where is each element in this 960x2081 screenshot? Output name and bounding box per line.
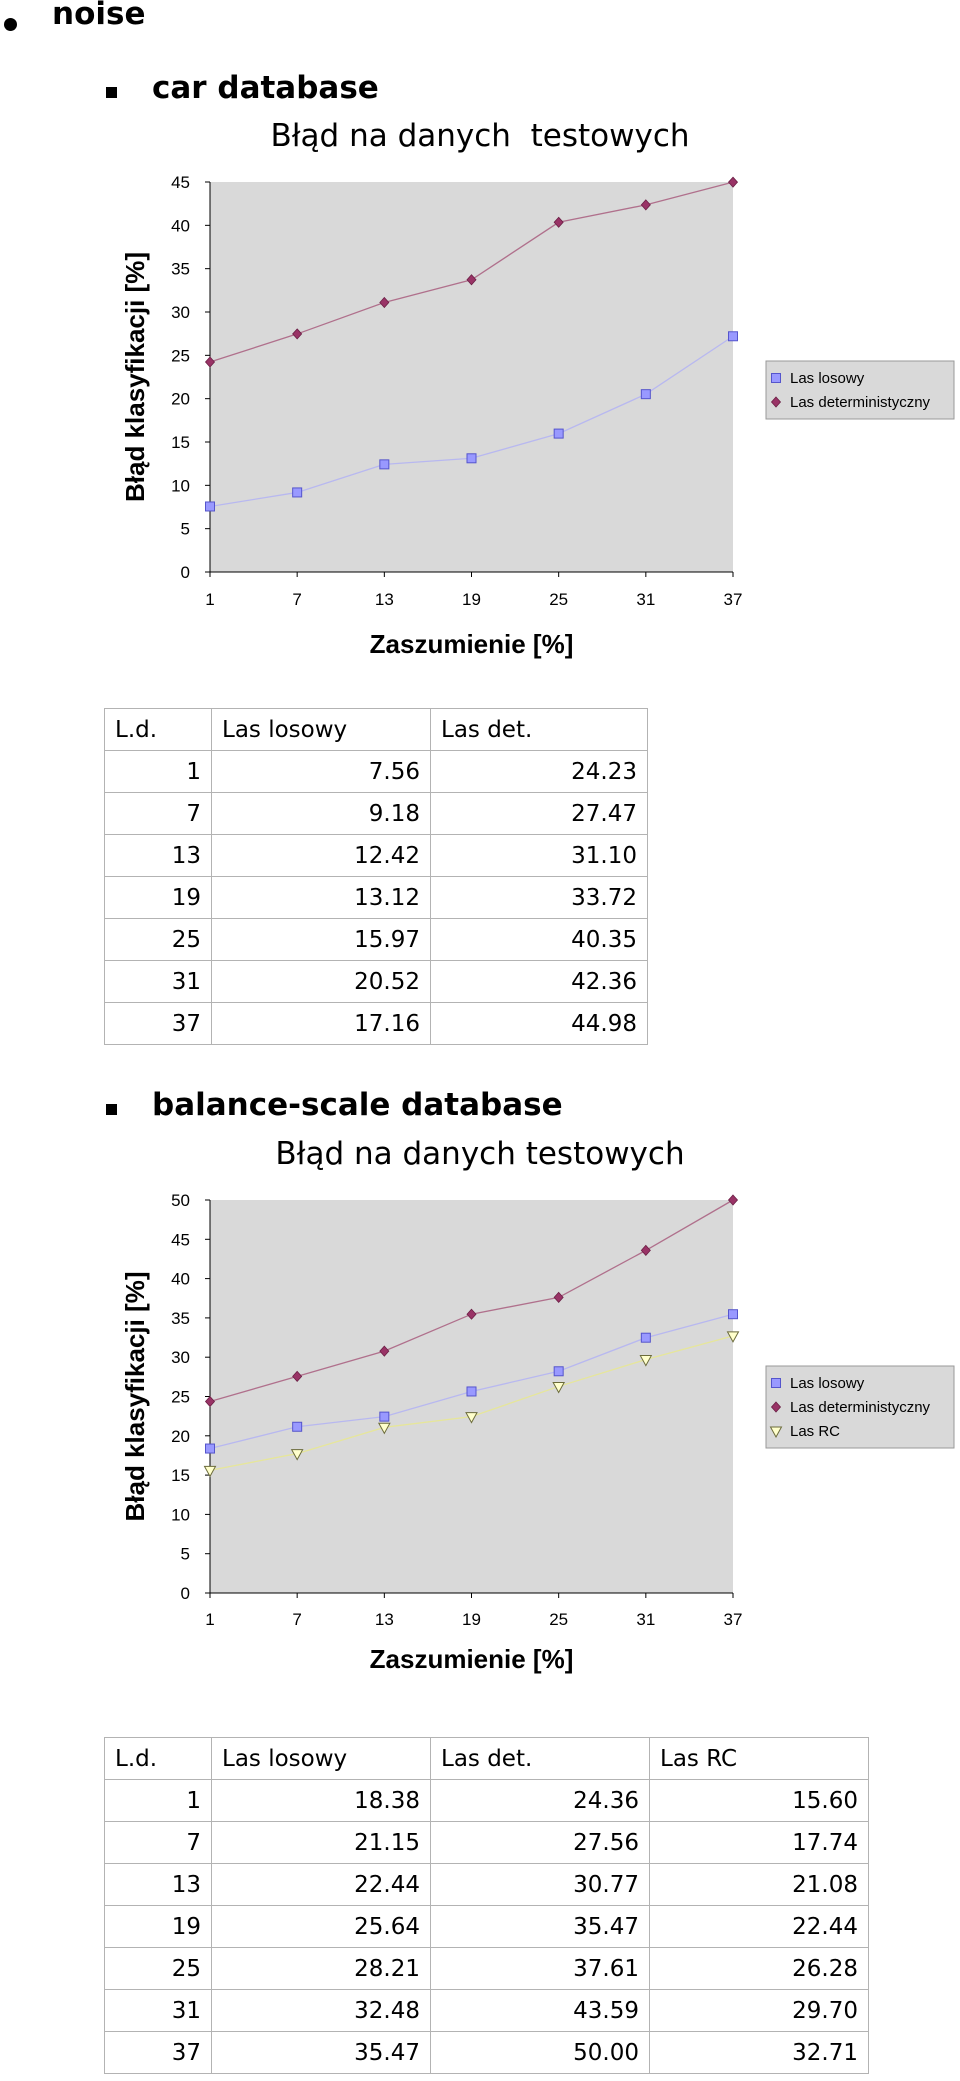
table-header-cell: Las losowy bbox=[212, 709, 431, 751]
data-point bbox=[293, 488, 302, 497]
x-tick-label: 31 bbox=[636, 1610, 656, 1629]
y-tick-label: 20 bbox=[171, 1426, 190, 1446]
data-point bbox=[380, 460, 389, 469]
table-cell: 30.77 bbox=[431, 1864, 650, 1906]
table-row bbox=[105, 2032, 869, 2074]
y-tick-label: 50 bbox=[171, 1191, 190, 1210]
table-row bbox=[105, 1948, 869, 1990]
legend-label: Las RC bbox=[790, 1423, 841, 1440]
table-cell: 35.47 bbox=[212, 2032, 431, 2074]
table-cell: 21.15 bbox=[212, 1822, 431, 1864]
table-cell: 13.12 bbox=[212, 877, 431, 919]
y-tick-label: 40 bbox=[171, 216, 190, 236]
y-tick-label: 10 bbox=[171, 1505, 190, 1525]
plot-area bbox=[210, 182, 733, 572]
table-cell: 32.71 bbox=[650, 2032, 869, 2074]
data-point bbox=[206, 502, 215, 511]
y-tick-label: 15 bbox=[171, 433, 190, 452]
table-cell: 25 bbox=[105, 1948, 212, 1990]
table-cell: 17.74 bbox=[650, 1822, 869, 1864]
y-tick-label: 0 bbox=[180, 563, 190, 582]
table-cell: 1 bbox=[105, 1780, 212, 1822]
bullet-square-icon bbox=[106, 87, 117, 98]
table-row bbox=[105, 1822, 869, 1864]
data-point bbox=[554, 1367, 563, 1376]
x-tick-label: 1 bbox=[205, 1610, 215, 1629]
table-cell: 37 bbox=[105, 2032, 212, 2074]
table-header-row bbox=[105, 1738, 869, 1780]
x-tick-label: 13 bbox=[374, 590, 394, 609]
table-header-cell: Las losowy bbox=[212, 1738, 431, 1780]
x-tick-label: 7 bbox=[292, 1610, 302, 1629]
table-cell: 27.47 bbox=[431, 793, 648, 835]
y-tick-label: 45 bbox=[171, 1230, 190, 1250]
table-cell: 31 bbox=[105, 961, 212, 1003]
data-point bbox=[206, 1444, 215, 1453]
table-row bbox=[105, 793, 648, 835]
legend-marker bbox=[772, 374, 781, 383]
data-point bbox=[729, 1310, 738, 1319]
table-row bbox=[105, 877, 648, 919]
table-cell: 22.44 bbox=[650, 1906, 869, 1948]
table-cell: 1 bbox=[105, 751, 212, 793]
table-cell: 50.00 bbox=[431, 2032, 650, 2074]
table-header-row bbox=[105, 709, 648, 751]
data-point bbox=[293, 1422, 302, 1431]
y-tick-label: 25 bbox=[171, 1387, 190, 1407]
table-cell: 31.10 bbox=[431, 835, 648, 877]
x-tick-label: 37 bbox=[723, 590, 743, 609]
data-table-balance bbox=[104, 1737, 869, 2074]
table-cell: 7 bbox=[105, 1822, 212, 1864]
y-tick-label: 5 bbox=[180, 519, 190, 539]
table-cell: 28.21 bbox=[212, 1948, 431, 1990]
table-cell: 21.08 bbox=[650, 1864, 869, 1906]
table-cell: 37.61 bbox=[431, 1948, 650, 1990]
y-tick-label: 40 bbox=[171, 1269, 190, 1289]
table-cell: 26.28 bbox=[650, 1948, 869, 1990]
legend-label: Las deterministyczny bbox=[790, 1399, 931, 1416]
legend-marker bbox=[772, 1379, 781, 1388]
table-row bbox=[105, 835, 648, 877]
table-cell: 31 bbox=[105, 1990, 212, 2032]
chart-title-car: Błąd na danych testowych bbox=[270, 118, 690, 154]
table-cell: 15.60 bbox=[650, 1780, 869, 1822]
table-header-cell: Las det. bbox=[431, 709, 648, 751]
legend-label: Las losowy bbox=[790, 1375, 865, 1392]
y-tick-label: 10 bbox=[171, 476, 190, 496]
bullet-dot-icon bbox=[4, 18, 17, 31]
x-tick-label: 37 bbox=[723, 1610, 743, 1629]
legend-label: Las losowy bbox=[790, 370, 865, 387]
y-tick-label: 30 bbox=[171, 1348, 190, 1368]
table-cell: 13 bbox=[105, 835, 212, 877]
table-cell: 20.52 bbox=[212, 961, 431, 1003]
data-point bbox=[554, 429, 563, 438]
bullet-square-icon bbox=[106, 1104, 117, 1115]
legend-label: Las deterministyczny bbox=[790, 394, 931, 411]
table-header-cell: L.d. bbox=[105, 709, 212, 751]
y-tick-label: 20 bbox=[171, 389, 190, 409]
y-axis-title: Błąd klasyfikacji [%] bbox=[120, 252, 150, 502]
y-tick-label: 45 bbox=[171, 173, 190, 192]
table-cell: 25.64 bbox=[212, 1906, 431, 1948]
y-tick-label: 5 bbox=[180, 1544, 190, 1564]
table-cell: 12.42 bbox=[212, 835, 431, 877]
data-point bbox=[467, 1387, 476, 1396]
table-cell: 9.18 bbox=[212, 793, 431, 835]
y-tick-label: 15 bbox=[171, 1466, 190, 1486]
table-row bbox=[105, 1003, 648, 1045]
chart-title-balance: Błąd na danych testowych bbox=[275, 1136, 685, 1172]
x-tick-label: 7 bbox=[292, 590, 302, 609]
x-tick-label: 13 bbox=[374, 1610, 394, 1629]
table-row bbox=[105, 1864, 869, 1906]
table-cell: 19 bbox=[105, 877, 212, 919]
data-point bbox=[467, 454, 476, 463]
x-axis-title: Zaszumienie [%] bbox=[369, 629, 574, 659]
x-tick-label: 19 bbox=[462, 1610, 481, 1629]
table-cell: 42.36 bbox=[431, 961, 648, 1003]
table-cell: 19 bbox=[105, 1906, 212, 1948]
section-heading-car: car database bbox=[152, 70, 379, 106]
table-row bbox=[105, 919, 648, 961]
y-tick-label: 35 bbox=[171, 259, 190, 279]
chart-balance bbox=[0, 1180, 960, 1680]
data-point bbox=[729, 332, 738, 341]
data-point bbox=[641, 390, 650, 399]
table-cell: 15.97 bbox=[212, 919, 431, 961]
table-cell: 22.44 bbox=[212, 1864, 431, 1906]
table-cell: 40.35 bbox=[431, 919, 648, 961]
x-axis-title: Zaszumienie [%] bbox=[369, 1644, 574, 1674]
x-tick-label: 25 bbox=[549, 1610, 569, 1629]
table-cell: 13 bbox=[105, 1864, 212, 1906]
table-header-cell: Las det. bbox=[431, 1738, 650, 1780]
data-point bbox=[380, 1412, 389, 1421]
table-cell: 25 bbox=[105, 919, 212, 961]
table-cell: 27.56 bbox=[431, 1822, 650, 1864]
chart-car bbox=[0, 160, 960, 680]
table-cell: 33.72 bbox=[431, 877, 648, 919]
table-cell: 7.56 bbox=[212, 751, 431, 793]
y-tick-label: 30 bbox=[171, 303, 190, 322]
y-tick-label: 35 bbox=[171, 1308, 190, 1328]
y-tick-label: 0 bbox=[180, 1584, 190, 1603]
table-header-cell: L.d. bbox=[105, 1738, 212, 1780]
section-heading-balance: balance-scale database bbox=[152, 1087, 563, 1123]
table-row bbox=[105, 1906, 869, 1948]
table-cell: 17.16 bbox=[212, 1003, 431, 1045]
table-cell: 24.23 bbox=[431, 751, 648, 793]
table-row bbox=[105, 961, 648, 1003]
y-axis-title: Błąd klasyfikacji [%] bbox=[120, 1271, 150, 1522]
x-tick-label: 19 bbox=[462, 590, 481, 609]
x-tick-label: 25 bbox=[549, 590, 569, 609]
table-cell: 35.47 bbox=[431, 1906, 650, 1948]
table-cell: 7 bbox=[105, 793, 212, 835]
table-row bbox=[105, 751, 648, 793]
y-tick-label: 25 bbox=[171, 346, 190, 366]
table-row bbox=[105, 1990, 869, 2032]
table-cell: 37 bbox=[105, 1003, 212, 1045]
table-row bbox=[105, 1780, 869, 1822]
table-cell: 43.59 bbox=[431, 1990, 650, 2032]
x-tick-label: 31 bbox=[636, 590, 656, 609]
table-header-cell: Las RC bbox=[650, 1738, 869, 1780]
x-tick-label: 1 bbox=[205, 590, 215, 609]
table-cell: 29.70 bbox=[650, 1990, 869, 2032]
table-cell: 44.98 bbox=[431, 1003, 648, 1045]
table-cell: 18.38 bbox=[212, 1780, 431, 1822]
data-table-car bbox=[104, 708, 648, 1045]
plot-area bbox=[210, 1200, 733, 1593]
page-heading: noise bbox=[52, 0, 146, 32]
table-cell: 32.48 bbox=[212, 1990, 431, 2032]
table-cell: 24.36 bbox=[431, 1780, 650, 1822]
data-point bbox=[641, 1333, 650, 1342]
